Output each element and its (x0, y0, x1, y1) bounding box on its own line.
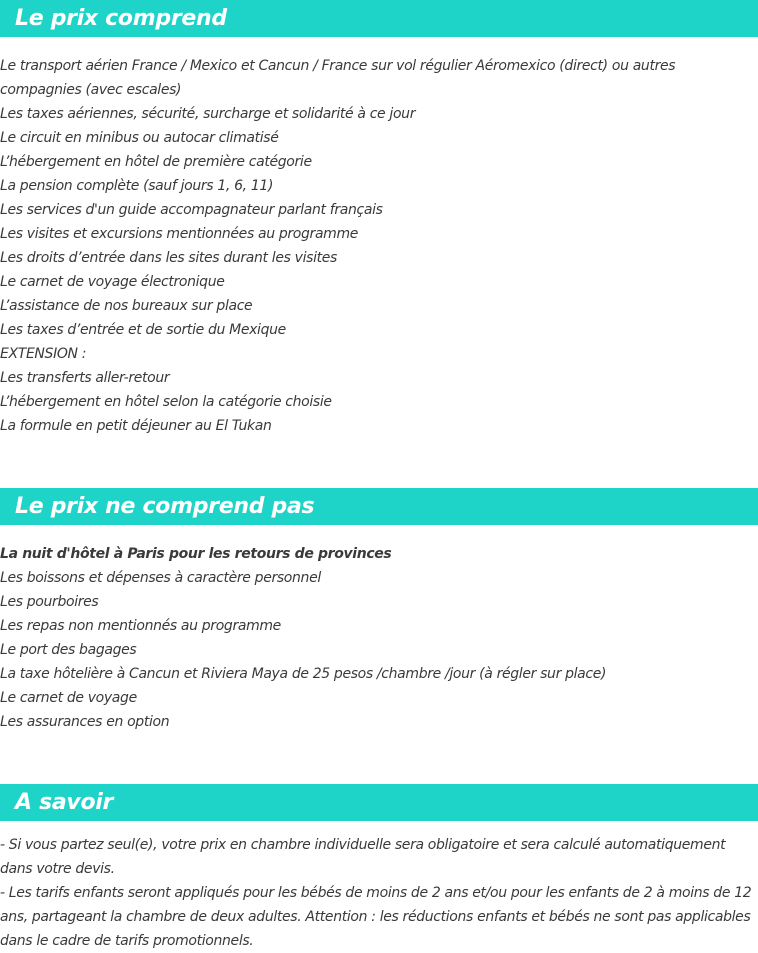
notes-list (0, 833, 758, 953)
section-header (0, 0, 758, 37)
list-item: Les boissons et dépenses à caractère personnel (0, 570, 321, 586)
list-item: Les droits d’entrée dans les sites durant les visites (0, 250, 337, 266)
list-item: Le circuit en minibus ou autocar climatisé (0, 130, 279, 146)
section-title: A savoir (15, 790, 114, 815)
list-item: Le port des bagages (0, 642, 137, 658)
list-item: Le carnet de voyage (0, 690, 137, 706)
excluded-items-list (0, 542, 758, 734)
list-item: Les taxes aériennes, sécurité, surcharge et solidarité à ce jour (0, 106, 416, 122)
list-item: L’assistance de nos bureaux sur place (0, 298, 253, 314)
list-item: Les visites et excursions mentionnées au programme (0, 226, 359, 242)
section-good-to-know (0, 784, 758, 953)
list-item: Les pourboires (0, 594, 99, 610)
list-item: Les taxes d’entrée et de sortie du Mexique (0, 322, 286, 338)
note-paragraph: - Les tarifs enfants seront appliqués pour les bébés de moins de 2 ans et/ou pour les enfants de 2 à moins de 12 ans, partageant la chambre de deux adultes. Attention : les réductions enfants et bébés ne sont pas applicables dans le cadre de tarifs promotionnels. (0, 885, 752, 949)
list-item: La taxe hôtelière à Cancun et Riviera Maya de 25 pesos /chambre /jour (à régler sur place) (0, 666, 607, 682)
note-paragraph: - Si vous partez seul(e), votre prix en chambre individuelle sera obligatoire et sera calculé automatiquement dans votre devis. (0, 837, 726, 877)
included-items-list (0, 54, 758, 438)
list-item: Les assurances en option (0, 714, 170, 730)
list-item: Les repas non mentionnés au programme (0, 618, 281, 634)
list-item: La pension complète (sauf jours 1, 6, 11) (0, 178, 274, 194)
list-item: L’hébergement en hôtel de première catégorie (0, 154, 312, 170)
section-title: Le prix comprend (15, 6, 227, 31)
section-price-excludes (0, 488, 758, 734)
list-item: L’hébergement en hôtel selon la catégorie choisie (0, 394, 332, 410)
section-header (0, 488, 758, 525)
list-item: Le transport aérien France / Mexico et Cancun / France sur vol régulier Aéromexico (direct) ou autres compagnies (avec escales) (0, 58, 676, 98)
section-header (0, 784, 758, 821)
section-title: Le prix ne comprend pas (15, 494, 315, 519)
section-price-includes (0, 0, 758, 438)
list-item: Le carnet de voyage électronique (0, 274, 225, 290)
extension-label: EXTENSION : (0, 346, 87, 362)
list-item: La formule en petit déjeuner au El Tukan (0, 418, 272, 434)
list-item: Les transferts aller-retour (0, 370, 170, 386)
list-item: La nuit d'hôtel à Paris pour les retours de provinces (0, 546, 392, 562)
list-item: Les services d'un guide accompagnateur parlant français (0, 202, 383, 218)
